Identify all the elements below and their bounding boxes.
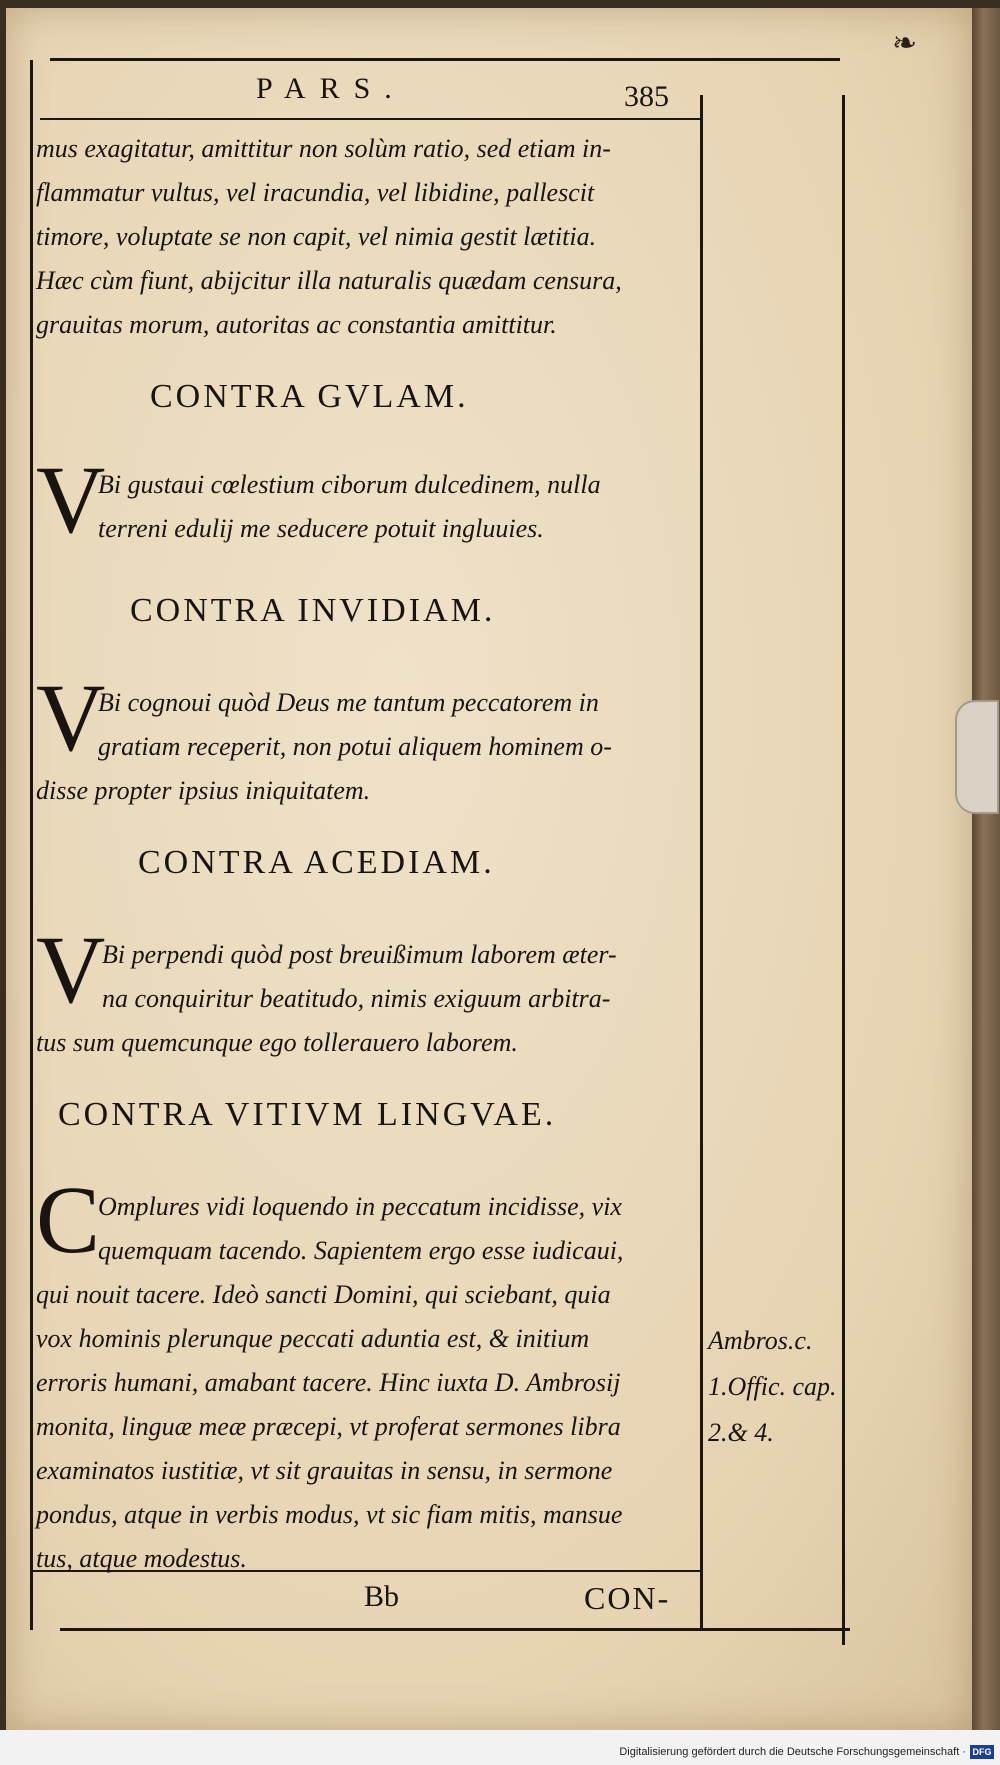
dfg-logo-icon: DFG xyxy=(970,1745,994,1759)
running-head: PARS. xyxy=(256,72,406,105)
margin-note: Ambros.c. xyxy=(708,1326,813,1355)
text-line: terreni edulij me seducere potuit ingluuies. xyxy=(98,514,544,543)
text-line: pondus, atque in verbis modus, vt sic fiam mitis, mansue xyxy=(36,1500,623,1529)
margin-note: 2.& 4. xyxy=(708,1418,774,1447)
section-heading-lingua: CONTRA VITIVM LINGVAE. xyxy=(58,1096,557,1133)
frame-header-rule xyxy=(40,118,702,120)
section-heading-invidia: CONTRA INVIDIAM. xyxy=(130,592,496,629)
page-number: 385 xyxy=(624,80,669,113)
text-line: disse propter ipsius iniquitatem. xyxy=(36,776,371,805)
text-line: Hæc cùm fiunt, abijcitur illa naturalis quædam censura, xyxy=(36,266,622,295)
drop-initial: V xyxy=(36,916,106,1023)
text-line: Bi gustaui cœlestium ciborum dulcedinem, nulla xyxy=(98,470,601,499)
text-line: Omplures vidi loquendo in peccatum incidisse, vix xyxy=(98,1192,622,1221)
text-line: flammatur vultus, vel iracundia, vel libidine, pallescit xyxy=(36,178,595,207)
text-line: vox hominis plerunque peccati aduntia est, & initium xyxy=(36,1324,590,1353)
frame-mid-rule xyxy=(700,95,703,1630)
section-heading-acedia: CONTRA ACEDIAM. xyxy=(138,844,495,881)
text-line: gratiam receperit, non potui aliquem hominem o- xyxy=(98,732,612,761)
text-line: qui nouit tacere. Ideò sancti Domini, qui sciebant, quia xyxy=(36,1280,611,1309)
drop-initial: V xyxy=(36,664,106,771)
text-line: erroris humani, amabant tacere. Hinc iuxta D. Ambrosij xyxy=(36,1368,621,1397)
frame-left-rule xyxy=(30,60,33,1630)
text-line: Bi cognoui quòd Deus me tantum peccatorem in xyxy=(98,688,599,717)
text-line: na conquiritur beatitudo, nimis exiguum arbitra- xyxy=(102,984,611,1013)
catchword: CON- xyxy=(584,1580,671,1616)
drop-initial: V xyxy=(36,446,106,553)
text-line: quemquam tacendo. Sapientem ergo esse iudicaui, xyxy=(98,1236,624,1265)
frame-top-rule xyxy=(50,58,840,61)
text-line: grauitas morum, autoritas ac constantia amittitur. xyxy=(36,310,557,339)
text-line: examinatos iustitiæ, vt sit grauitas in sensu, in sermone xyxy=(36,1456,613,1485)
ornament-icon: ❧ xyxy=(892,27,918,60)
page-tab-marker xyxy=(955,700,999,814)
signature-mark: Bb xyxy=(364,1580,400,1613)
text-line: mus exagitatur, amittitur non solùm ratio, sed etiam in- xyxy=(36,134,611,163)
text-line: monita, linguæ meæ præcepi, vt proferat sermones libra xyxy=(36,1412,621,1441)
frame-right-rule xyxy=(842,95,845,1645)
section-heading-gula: CONTRA GVLAM. xyxy=(150,378,469,415)
credit-text: Digitalisierung gefördert durch die Deutsche Forschungsgemeinschaft · xyxy=(619,1746,966,1758)
text-line: tus, atque modestus. xyxy=(36,1544,247,1573)
frame-bottom-rule xyxy=(60,1628,850,1631)
text-line: Bi perpendi quòd post breuißimum laborem æter- xyxy=(102,940,617,969)
text-line: tus sum quemcunque ego tollerauero laborem. xyxy=(36,1028,518,1057)
page-edge xyxy=(972,8,1000,1730)
margin-note: 1.Offic. cap. xyxy=(708,1372,837,1401)
text-line: timore, voluptate se non capit, vel nimia gestit lætitia. xyxy=(36,222,597,251)
drop-initial: C xyxy=(36,1166,101,1273)
